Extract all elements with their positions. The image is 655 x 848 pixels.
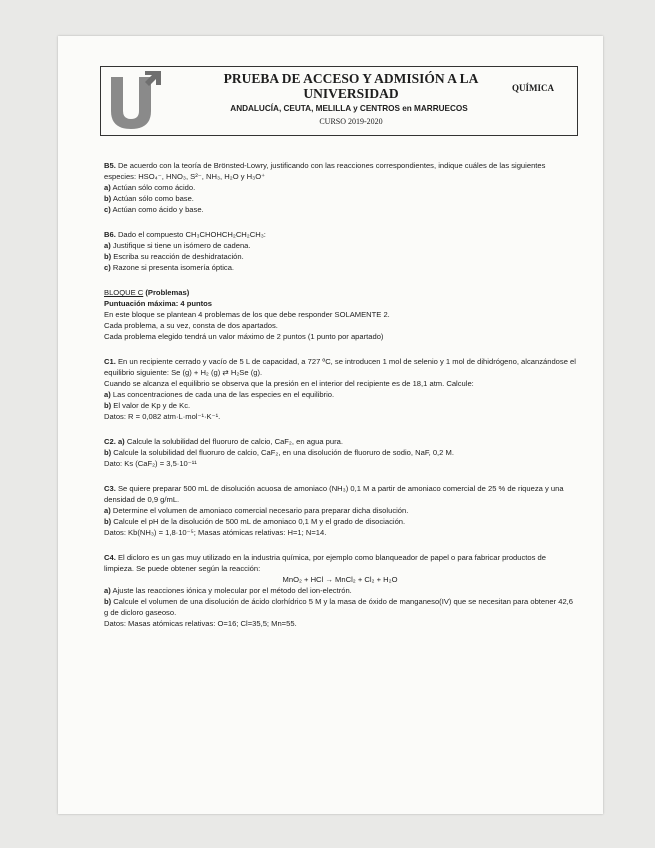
problem-item: a) Las concentraciones de cada una de las especies en el equilibrio. <box>104 390 335 399</box>
exam-page <box>58 36 603 814</box>
exam-header <box>100 66 578 136</box>
problem-item: b) El valor de Kp y de Kc. <box>104 401 191 410</box>
exam-subtitle: ANDALUCÍA, CEUTA, MELILLA y CENTROS en MARRUECOS <box>230 104 468 113</box>
problem-c1: C1. En un recipiente cerrado y vacío de 5 L de capacidad, a 727 ºC, se introducen 1 mol de selenio y 1 mol de dihidrógeno, alcanzándose el equilibrio siguiente: Se (g) + H₂ (g) ⇄ H₂Se (g). <box>104 357 576 377</box>
problem-data: Datos: R = 0,082 atm·L·mol⁻¹·K⁻¹. <box>104 412 221 421</box>
problem-c2: C2. a) Calcule la solubilidad del fluoruro de calcio, CaF₂, en agua pura. <box>104 437 343 446</box>
university-logo <box>107 71 161 129</box>
chemical-reaction: MnO₂ + HCl → MnCl₂ + Cl₂ + H₂O <box>282 575 398 584</box>
question-item: c) Actúan como ácido y base. <box>104 205 204 214</box>
problem-item: b) Calcule el volumen de una disolución de ácido clorhídrico 5 M y la masa de óxido de manganeso(IV) que se necesitan para obtener 42,6 g de dicloro gaseoso. <box>104 597 573 617</box>
block-instruction: Cada problema, a su vez, consta de dos apartados. <box>104 321 278 330</box>
block-title: BLOQUE C (Problemas) <box>104 288 190 297</box>
problem-c3: C3. Se quiere preparar 500 mL de disolución acuosa de amoniaco (NH₃) 0,1 M a partir de amoniaco comercial de 25 % de riqueza y una densidad de 0,9 g/mL. <box>104 484 564 504</box>
problem-data: Datos: Kb(NH₃) = 1,8·10⁻⁵; Masas atómicas relativas: H=1; N=14. <box>104 528 327 537</box>
problem-data: Dato: Ks (CaF₂) = 3,5·10⁻¹¹ <box>104 459 197 468</box>
problem-data: Datos: Masas atómicas relativas: O=16; Cl=35,5; Mn=55. <box>104 619 297 628</box>
block-instruction: Cada problema elegido tendrá un valor máximo de 2 puntos (1 punto por apartado) <box>104 332 384 341</box>
problem-item: b) Calcule la solubilidad del fluoruro de calcio, CaF₂, en una disolución de fluoruro de sodio, NaF, 0,2 M. <box>104 448 454 457</box>
exam-subject: QUÍMICA <box>512 83 554 93</box>
problem-label: C4. <box>104 553 116 562</box>
exam-content <box>104 160 576 629</box>
exam-title: PRUEBA DE ACCESO Y ADMISIÓN A LA UNIVERSIDAD <box>223 71 479 101</box>
question-text: Dado el compuesto CH₃CHOHCH₂CH₂CH₃: <box>117 230 266 239</box>
problem-c4: C4. El dicloro es un gas muy utilizado en la industria química, por ejemplo como blanqueador de papel o para fabricar productos de limpieza. Se puede obtener según la reacción: <box>104 553 546 573</box>
problem-label: C2. <box>104 437 116 446</box>
problem-text: Cuando se alcanza el equilibrio se observa que la presión en el interior del recipiente es de 18,1 atm. Calcule: <box>104 379 474 388</box>
question-b5 <box>104 160 576 182</box>
question-label: B5. <box>104 161 116 170</box>
question-label: B6. <box>104 230 116 239</box>
problem-label: C1. <box>104 357 116 366</box>
problem-label: C3. <box>104 484 116 493</box>
block-score: Puntuación máxima: 4 puntos <box>104 299 213 308</box>
problem-item: a) Ajuste las reacciones iónica y molecular por el método del ion-electrón. <box>104 586 352 595</box>
question-text: De acuerdo con la teoría de Brönsted-Lowry, justificando con las reacciones correspondientes, indique cuáles de las siguientes especies: HSO₄⁻, HNO₃, S²⁻, NH₃, H₂O y H₃O⁺ <box>104 161 546 181</box>
question-item: a) Actúan sólo como ácido. <box>104 183 196 192</box>
question-item: b) Actúan sólo como base. <box>104 194 194 203</box>
problem-item: a) Determine el volumen de amoniaco comercial necesario para preparar dicha disolución. <box>104 506 409 515</box>
question-item: a) Justifique si tiene un isómero de cadena. <box>104 241 251 250</box>
problem-item: b) Calcule el pH de la disolución de 500 mL de amoniaco 0,1 M y el grado de disociación. <box>104 517 406 526</box>
question-item: b) Escriba su reacción de deshidratación. <box>104 252 244 261</box>
block-instruction: En este bloque se plantean 4 problemas de los que debe responder SOLAMENTE 2. <box>104 310 390 319</box>
question-item: c) Razone si presenta isomería óptica. <box>104 263 235 272</box>
exam-course: CURSO 2019-2020 <box>319 117 383 126</box>
question-b6 <box>104 229 576 240</box>
